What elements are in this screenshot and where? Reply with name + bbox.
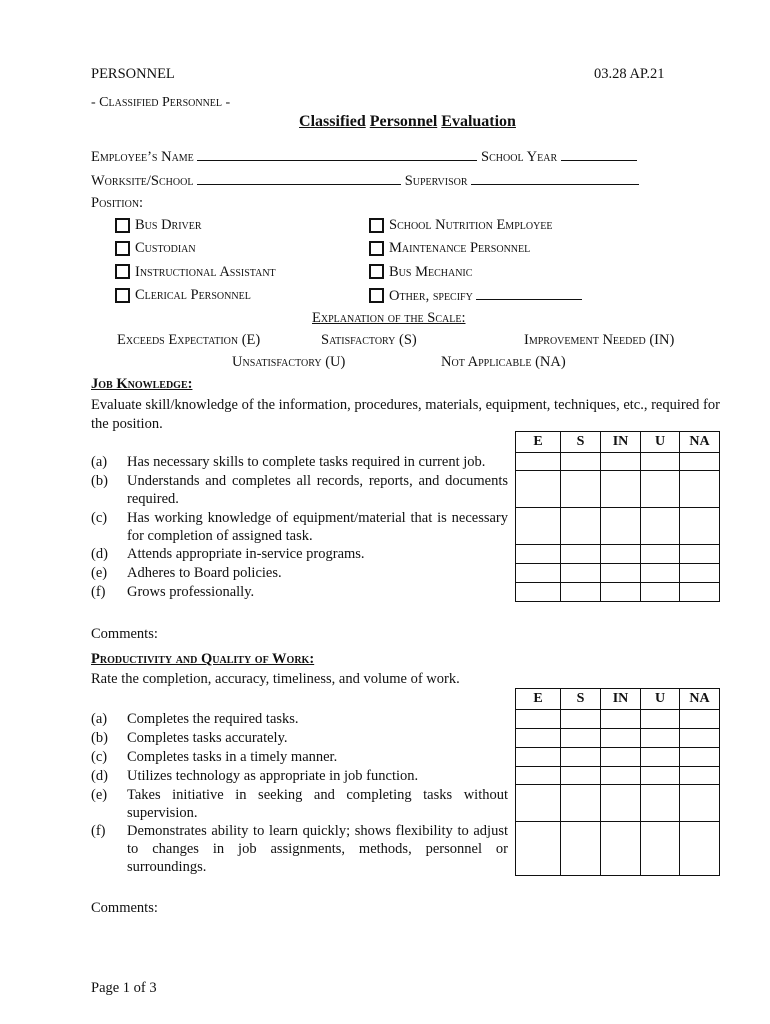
employee-name-field[interactable] xyxy=(197,148,477,161)
employee-name-label: Employee’s Name xyxy=(91,149,194,165)
table-row xyxy=(516,785,720,822)
table-row xyxy=(516,508,720,545)
other-checkbox[interactable] xyxy=(369,288,384,303)
rating-cell[interactable] xyxy=(561,508,601,545)
table-row xyxy=(516,453,720,471)
school-nutrition-checkbox[interactable] xyxy=(369,218,384,233)
rating-cell[interactable] xyxy=(561,785,601,822)
worksite-field[interactable] xyxy=(197,172,401,185)
maintenance-personnel-label: Maintenance Personnel xyxy=(389,240,531,256)
rating-cell[interactable] xyxy=(641,785,680,822)
rating-cell[interactable] xyxy=(516,748,561,767)
title-word-1: Classified xyxy=(299,113,366,130)
col-u: U xyxy=(641,689,680,710)
custodian-checkbox[interactable] xyxy=(115,241,130,256)
rating-cell[interactable] xyxy=(561,453,601,471)
other-row xyxy=(389,287,582,305)
bus-mechanic-label: Bus Mechanic xyxy=(389,264,473,280)
rating-cell[interactable] xyxy=(641,729,680,748)
rating-cell[interactable] xyxy=(641,564,680,583)
rating-cell[interactable] xyxy=(641,471,680,508)
rating-cell[interactable] xyxy=(516,564,561,583)
rating-cell[interactable] xyxy=(516,767,561,785)
scale-heading: Explanation of the Scale: xyxy=(312,310,466,326)
rating-cell[interactable] xyxy=(601,471,641,508)
rating-cell[interactable] xyxy=(561,729,601,748)
rating-cell[interactable] xyxy=(516,508,561,545)
job-knowledge-description: Evaluate skill/knowledge of the information, procedures, materials, equipment, techniques, etc., required for the position. xyxy=(91,397,720,432)
rating-cell[interactable] xyxy=(641,583,680,602)
rating-cell[interactable] xyxy=(516,545,561,564)
scale-exceeds: Exceeds Expectation (E) xyxy=(117,332,261,348)
table-row xyxy=(516,710,720,729)
rating-cell[interactable] xyxy=(601,822,641,876)
rating-cell[interactable] xyxy=(641,545,680,564)
productivity-comments[interactable]: Comments: xyxy=(91,900,158,916)
instructional-assistant-checkbox[interactable] xyxy=(115,264,130,279)
supervisor-field[interactable] xyxy=(471,172,639,185)
other-label: Other, specify xyxy=(389,288,473,304)
rating-cell[interactable] xyxy=(516,471,561,508)
rating-cell[interactable] xyxy=(516,729,561,748)
table-row xyxy=(516,748,720,767)
table-row xyxy=(516,822,720,876)
job-knowledge-rating-table xyxy=(515,431,720,602)
rating-cell[interactable] xyxy=(561,710,601,729)
rating-cell[interactable] xyxy=(561,583,601,602)
col-na: NA xyxy=(680,689,720,710)
table-row xyxy=(516,564,720,583)
productivity-description: Rate the completion, accuracy, timeliness, and volume of work. xyxy=(91,671,460,687)
other-specify-field[interactable] xyxy=(476,287,582,300)
col-s: S xyxy=(561,432,601,453)
productivity-heading: Productivity and Quality of Work: xyxy=(91,651,315,667)
rating-cell[interactable] xyxy=(601,729,641,748)
table-row xyxy=(516,471,720,508)
rating-cell[interactable] xyxy=(516,710,561,729)
col-s: S xyxy=(561,689,601,710)
title-word-3: Evaluation xyxy=(441,113,516,130)
employee-row xyxy=(91,148,637,166)
rating-cell[interactable] xyxy=(561,822,601,876)
rating-cell[interactable] xyxy=(516,785,561,822)
col-e: E xyxy=(516,689,561,710)
rating-cell[interactable] xyxy=(680,545,720,564)
rating-cell[interactable] xyxy=(680,508,720,545)
table-row xyxy=(516,583,720,602)
rating-cell[interactable] xyxy=(680,767,720,785)
rating-cell[interactable] xyxy=(516,453,561,471)
rating-cell[interactable] xyxy=(601,710,641,729)
clerical-personnel-label: Clerical Personnel xyxy=(135,287,251,303)
rating-cell[interactable] xyxy=(680,564,720,583)
rating-cell[interactable] xyxy=(641,822,680,876)
col-e: E xyxy=(516,432,561,453)
bus-mechanic-checkbox[interactable] xyxy=(369,264,384,279)
table-row xyxy=(516,545,720,564)
school-year-field[interactable] xyxy=(561,148,637,161)
job-knowledge-heading: Job Knowledge: xyxy=(91,376,193,392)
rating-cell[interactable] xyxy=(601,767,641,785)
page-title xyxy=(0,113,770,131)
policy-code: 03.28 AP.21 xyxy=(594,66,665,82)
rating-cell[interactable] xyxy=(641,710,680,729)
school-year-label: School Year xyxy=(481,149,558,165)
custodian-label: Custodian xyxy=(135,240,196,256)
rating-cell[interactable] xyxy=(601,583,641,602)
rating-cell[interactable] xyxy=(561,471,601,508)
col-na: NA xyxy=(680,432,720,453)
rating-cell[interactable] xyxy=(680,822,720,876)
scale-not-applicable: Not Applicable (NA) xyxy=(441,354,566,370)
rating-cell[interactable] xyxy=(680,453,720,471)
rating-cell[interactable] xyxy=(561,748,601,767)
rating-cell[interactable] xyxy=(641,508,680,545)
title-word-2: Personnel xyxy=(369,113,438,130)
worksite-label: Worksite/School xyxy=(91,173,194,189)
worksite-row xyxy=(91,172,639,190)
rating-cell[interactable] xyxy=(641,767,680,785)
rating-cell[interactable] xyxy=(680,710,720,729)
rating-cell[interactable] xyxy=(516,583,561,602)
productivity-rating-table xyxy=(515,688,720,876)
rating-cell[interactable] xyxy=(601,545,641,564)
table-row xyxy=(516,767,720,785)
rating-cell[interactable] xyxy=(601,564,641,583)
col-u: U xyxy=(641,432,680,453)
rating-cell[interactable] xyxy=(680,748,720,767)
rating-cell[interactable] xyxy=(561,545,601,564)
job-knowledge-comments[interactable]: Comments: xyxy=(91,626,158,642)
rating-cell[interactable] xyxy=(680,729,720,748)
rating-cell[interactable] xyxy=(641,748,680,767)
col-in: IN xyxy=(601,689,641,710)
rating-cell[interactable] xyxy=(601,748,641,767)
position-label: Position: xyxy=(91,195,144,211)
clerical-personnel-checkbox[interactable] xyxy=(115,288,130,303)
col-in: IN xyxy=(601,432,641,453)
scale-improvement: Improvement Needed (IN) xyxy=(524,332,675,348)
rating-cell[interactable] xyxy=(680,583,720,602)
rating-cell[interactable] xyxy=(561,767,601,785)
instructional-assistant-label: Instructional Assistant xyxy=(135,264,276,280)
rating-cell[interactable] xyxy=(680,471,720,508)
table-row xyxy=(516,729,720,748)
maintenance-personnel-checkbox[interactable] xyxy=(369,241,384,256)
rating-cell[interactable] xyxy=(601,508,641,545)
bus-driver-checkbox[interactable] xyxy=(115,218,130,233)
rating-cell[interactable] xyxy=(601,453,641,471)
rating-cell[interactable] xyxy=(641,453,680,471)
scale-unsatisfactory: Unsatisfactory (U) xyxy=(232,354,346,370)
rating-cell[interactable] xyxy=(601,785,641,822)
school-nutrition-label: School Nutrition Employee xyxy=(389,217,553,233)
document-subtitle: - Classified Personnel - xyxy=(91,95,231,110)
page-number: Page 1 of 3 xyxy=(91,980,157,996)
rating-cell[interactable] xyxy=(680,785,720,822)
rating-cell[interactable] xyxy=(516,822,561,876)
bus-driver-label: Bus Driver xyxy=(135,217,202,233)
supervisor-label: Supervisor xyxy=(404,173,468,189)
policy-category: PERSONNEL xyxy=(91,66,175,82)
rating-cell[interactable] xyxy=(561,564,601,583)
scale-satisfactory: Satisfactory (S) xyxy=(321,332,417,348)
